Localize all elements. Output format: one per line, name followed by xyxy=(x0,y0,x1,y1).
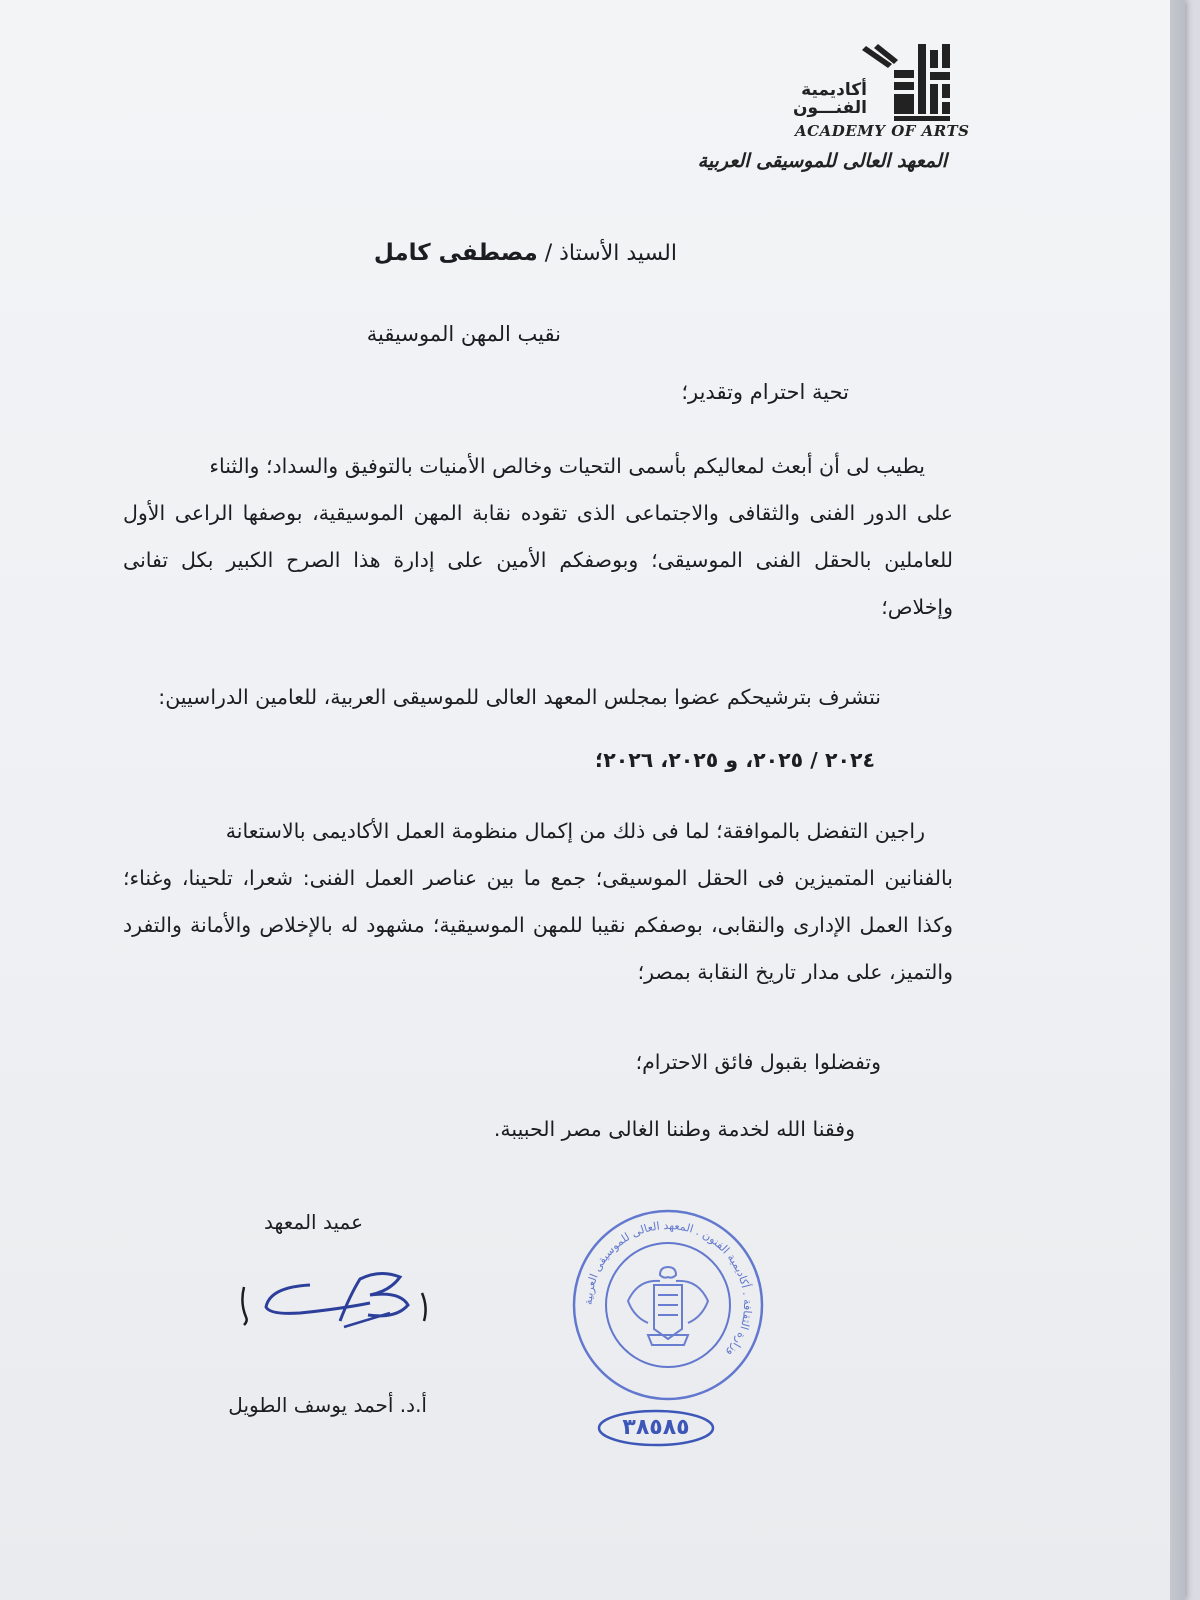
paragraph-2-rest: بالفنانين المتميزين فى الحقل الموسيقى؛ جمع ما بين عناصر العمل الفنى: شعرا، تلحينا، وغناء؛ وكذا العمل الإدارى والنقابى، بوصفكم نقيبا للمهن الموسيقية؛ مشهود له بالإخلاص والأمانة والتفرد والتميز، على مدار تاريخ النقابة بمصر؛ xyxy=(123,866,953,984)
addressee-prefix: السيد الأستاذ / xyxy=(537,241,677,266)
addressee-line xyxy=(374,240,677,266)
academic-years: ٢٠٢٤ / ٢٠٢٥، و ٢٠٢٥، ٢٠٢٦؛ xyxy=(595,748,875,772)
paragraph-2-line-1: راجين التفضل بالموافقة؛ لما فى ذلك من إكمال منظومة العمل الأكاديمى بالاستعانة xyxy=(225,819,925,843)
addressee-name: مصطفى كامل xyxy=(373,240,538,266)
handwritten-signature xyxy=(240,1265,440,1335)
official-stamp xyxy=(568,1205,768,1405)
paragraph-1-rest: على الدور الفنى والثقافى والاجتماعى الذى تقوده نقابة المهن الموسيقية، بوصفها الراعى الأول للعاملين بالحقل الفنى الموسيقى؛ وبوصفكم الأمين على إدارة هذا الصرح الكبير بكل تفانى وإخلاص؛ xyxy=(123,501,953,619)
registration-number-stamp xyxy=(596,1408,716,1448)
academy-logo xyxy=(858,42,953,124)
greeting: تحية احترام وتقدير؛ xyxy=(681,380,849,404)
academy-name-ar-line1: أكاديمية xyxy=(801,80,867,100)
dean-title: عميد المعهد xyxy=(264,1210,363,1234)
academy-name-en: ACADEMY OF ARTS xyxy=(795,122,970,140)
academy-name-ar-line2: الفنـــون xyxy=(793,98,867,118)
nomination-line: نتشرف بترشيحكم عضوا بمجلس المعهد العالى للموسيقى العربية، للعامين الدراسيين: xyxy=(158,685,881,709)
paragraph-1-line-1: يطيب لى أن أبعث لمعاليكم بأسمى التحيات وخالص الأمنيات بالتوفيق والسداد؛ والثناء xyxy=(209,454,925,478)
closing-prayer: وفقنا الله لخدمة وطننا الغالى مصر الحبيبة. xyxy=(493,1117,855,1141)
paragraph-1 xyxy=(123,443,953,631)
dean-name: أ.د. أحمد يوسف الطويل xyxy=(228,1393,427,1417)
stamp-ring-text: وزارة الثقافة . أكاديمية الفنون . المعهد العالى للموسيقى العربية xyxy=(581,1218,755,1360)
paper-edge xyxy=(1170,0,1185,1600)
eagle-emblem-icon xyxy=(628,1267,708,1345)
paragraph-2 xyxy=(123,808,953,996)
closing-respect: وتفضلوا بقبول فائق الاحترام؛ xyxy=(635,1050,881,1074)
institute-name: المعهد العالى للموسيقى العربية xyxy=(697,150,947,172)
addressee-position: نقيب المهن الموسيقية xyxy=(366,322,561,346)
registration-number: ٣٨٥٨٥ xyxy=(622,1415,690,1440)
